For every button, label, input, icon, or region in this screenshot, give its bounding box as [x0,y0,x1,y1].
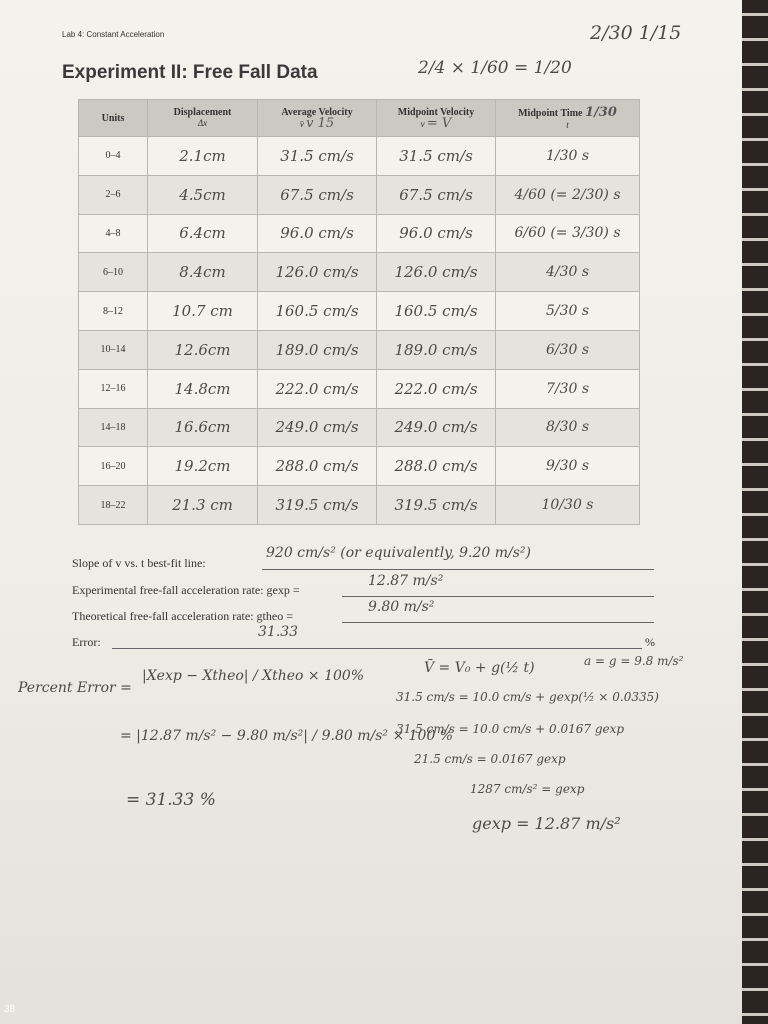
cell-units: 2–6 [79,175,148,214]
kinematics-equation: V̄ = V₀ + g(½ t) [424,660,535,676]
cell-displacement: 8.4cm [148,253,258,292]
cell-average-velocity: 189.0 cm/s [258,330,377,369]
cell-midpoint-velocity: 31.5 cm/s [377,137,496,176]
table-row [79,214,640,253]
cell-units: 8–12 [79,292,148,331]
cell-midpoint-velocity: 189.0 cm/s [377,330,496,369]
derivation-step-4: 1287 cm/s² = gexp [470,782,585,796]
cell-midpoint-time: 9/30 s [496,447,640,486]
cell-midpoint-velocity: 249.0 cm/s [377,408,496,447]
scribble-title-note: 2/4 × 1/60 = 1/20 [418,58,572,78]
error-label: Error: [72,635,101,649]
cell-midpoint-velocity: 222.0 cm/s [377,369,496,408]
cell-midpoint-velocity: 319.5 cm/s [377,486,496,525]
table-row [79,137,640,176]
col-header-displacement: Displacement Δx [148,100,258,137]
col-header-average-velocity: Average Velocity v̄ v 15 [258,100,377,137]
col-header-units: Units [79,100,148,137]
avg-header-note: v 15 [306,115,335,131]
cell-average-velocity: 96.0 cm/s [258,214,377,253]
col-header-midpoint-time: Midpoint Time 1/30 t [496,100,640,137]
table-row [79,292,640,331]
cell-units: 6–10 [79,253,148,292]
cell-midpoint-velocity: 67.5 cm/s [377,175,496,214]
cell-midpoint-time: 4/60 (= 2/30) s [496,175,640,214]
cell-displacement: 4.5cm [148,175,258,214]
cell-units: 4–8 [79,214,148,253]
slope-fill-line [262,569,654,570]
cell-units: 16–20 [79,447,148,486]
cell-average-velocity: 288.0 cm/s [258,447,377,486]
derivation-result: gexp = 12.87 m/s² [472,814,621,833]
time-header-note: 1/30 [584,105,617,120]
cell-displacement: 2.1cm [148,137,258,176]
cell-units: 10–14 [79,330,148,369]
slope-value: 920 cm/s² (or equivalently, 9.20 m/s²) [266,545,531,561]
theoretical-fill-line [342,622,654,623]
cell-midpoint-velocity: 160.5 cm/s [377,292,496,331]
page-number: 38 [4,1004,16,1015]
percent-error-label: Percent Error = [18,680,132,696]
experimental-rate-label: Experimental free-fall acceleration rate: gexp = [72,583,300,597]
cell-displacement: 12.6cm [148,330,258,369]
spiral-binding [742,0,768,1024]
derivation-step-1: 31.5 cm/s = 10.0 cm/s + gexp(½ × 0.0335) [396,690,659,704]
theoretical-rate-label: Theoretical free-fall acceleration rate: gtheo = [72,609,293,623]
cell-units: 0–4 [79,137,148,176]
table-row [79,447,640,486]
cell-midpoint-time: 7/30 s [496,369,640,408]
table-row [79,330,640,369]
cell-midpoint-time: 4/30 s [496,253,640,292]
table-row [79,253,640,292]
cell-displacement: 16.6cm [148,408,258,447]
error-value: 31.33 [258,624,299,640]
theoretical-rate-value: 9.80 m/s² [368,599,435,615]
cell-midpoint-time: 6/60 (= 3/30) s [496,214,640,253]
cell-units: 12–16 [79,369,148,408]
error-percent-sign: % [645,635,655,649]
cell-midpoint-time: 5/30 s [496,292,640,331]
derivation-step-2: 31.5 cm/s = 10.0 cm/s + 0.0167 gexp [396,722,625,736]
table-header-row [79,100,640,137]
experimental-fill-line [342,596,654,597]
cell-units: 18–22 [79,486,148,525]
cell-midpoint-time: 6/30 s [496,330,640,369]
cell-midpoint-time: 1/30 s [496,137,640,176]
cell-midpoint-velocity: 96.0 cm/s [377,214,496,253]
slope-label: Slope of v vs. t best-fit line: [72,556,206,570]
cell-displacement: 21.3 cm [148,486,258,525]
table-row [79,408,640,447]
error-fill-line [112,648,642,649]
percent-error-substituted: = |12.87 m/s² − 9.80 m/s²| / 9.80 m/s² × 100 % [120,728,454,744]
lab-header: Lab 4: Constant Acceleration [62,30,165,39]
cell-average-velocity: 222.0 cm/s [258,369,377,408]
cell-displacement: 19.2cm [148,447,258,486]
cell-average-velocity: 31.5 cm/s [258,137,377,176]
derivation-step-3: 21.5 cm/s = 0.0167 gexp [414,752,566,766]
experimental-rate-value: 12.87 m/s² [368,573,444,589]
cell-average-velocity: 319.5 cm/s [258,486,377,525]
cell-average-velocity: 67.5 cm/s [258,175,377,214]
percent-error-formula: |Xexp − Xtheo| / Xtheo × 100% [142,668,365,684]
table-row [79,369,640,408]
cell-midpoint-time: 10/30 s [496,486,640,525]
cell-displacement: 14.8cm [148,369,258,408]
percent-error-result: = 31.33 % [126,790,216,810]
page-title: Experiment II: Free Fall Data [62,62,318,83]
cell-midpoint-time: 8/30 s [496,408,640,447]
cell-units: 14–18 [79,408,148,447]
table-row [79,486,640,525]
cell-displacement: 6.4cm [148,214,258,253]
free-fall-data-table [78,99,640,525]
cell-midpoint-velocity: 288.0 cm/s [377,447,496,486]
col-header-midpoint-velocity: Midpoint Velocity v = V [377,100,496,137]
cell-average-velocity: 160.5 cm/s [258,292,377,331]
mid-header-note: = V [426,115,452,131]
cell-displacement: 10.7 cm [148,292,258,331]
cell-average-velocity: 126.0 cm/s [258,253,377,292]
cell-average-velocity: 249.0 cm/s [258,408,377,447]
cell-midpoint-velocity: 126.0 cm/s [377,253,496,292]
acceleration-note: a = g = 9.8 m/s² [584,654,684,668]
table-row [79,175,640,214]
scribble-top-right: 2/30 1/15 [590,22,682,44]
